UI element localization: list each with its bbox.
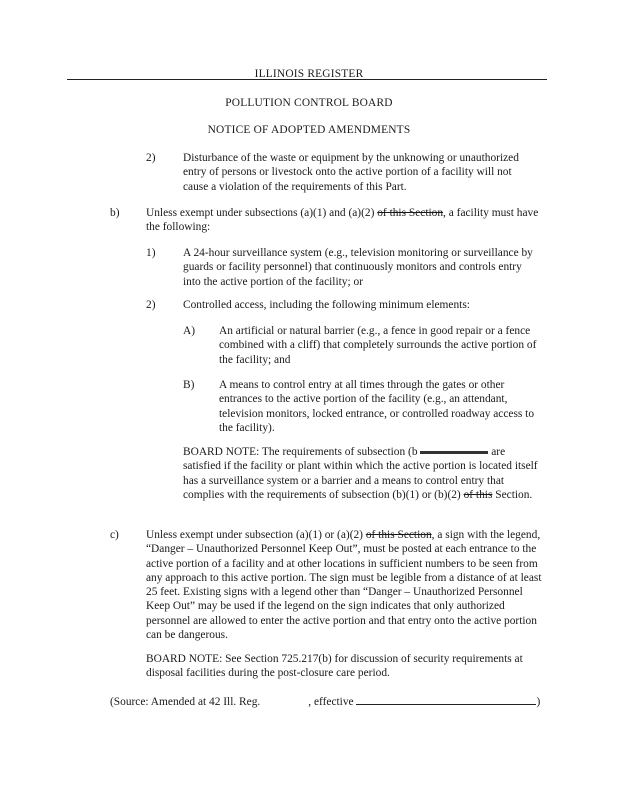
item-number: 2) [146, 299, 156, 311]
paragraph-b2: Controlled access, including the following minimum elements: [183, 299, 470, 311]
paragraph-c [146, 528, 542, 642]
paragraph-b2b: A means to control entry at all times through the gates or other entrances to the active portion of the facility (e.g., an attendant, television monitors, locked entrance, or controlled roadway access to the facility). [219, 379, 535, 434]
source-line [110, 693, 550, 709]
text: Section. [495, 488, 533, 501]
item-number: c) [110, 529, 119, 541]
board-note-b [183, 445, 541, 502]
item-number: A) [183, 325, 196, 337]
text: , effective [308, 696, 354, 708]
redaction-mark [420, 451, 488, 454]
text: Unless exempt under subsection (a)(1) or (a)(2) [146, 529, 363, 541]
struck-text: of this Section [377, 207, 444, 219]
register-title: ILLINOIS REGISTER [254, 68, 364, 80]
item-number: B) [183, 379, 195, 391]
item-number: 2) [146, 152, 156, 164]
notice-title: NOTICE OF ADOPTED AMENDMENTS [207, 124, 411, 136]
item-number: b) [110, 207, 120, 219]
text: , a facility must have the following: [146, 207, 539, 234]
text: ) [536, 696, 541, 708]
board-note-c: BOARD NOTE: See Section 725.217(b) for discussion of security requirements at disposal facilities during the post-closure care period. [146, 653, 523, 680]
text: (Source: Amended at 42 Ill. Reg. [110, 696, 261, 708]
item-number: 1) [146, 247, 156, 259]
paragraph-b2a: An artificial or natural barrier (e.g., a fence in good repair or a fence combined with a cliff) that completely surrounds the active portion of the facility; and [219, 325, 537, 366]
text: , a sign with the legend, “Danger – Unauthorized Personnel Keep Out”, must be posted at each entrance to the active portion of a facility and at other locations in sufficient numbers to be seen from any approach to this active portion. The sign must be legible from a distance of at least 25 feet. Existing signs with a legend other than “Danger – Unauthorized Personnel Keep Out” may be used if the legend on the sign indicates that only authorized personnel are allowed to enter the active portion and that entry onto the active portion can be dangerous. [146, 529, 542, 642]
paragraph-b1: A 24-hour surveillance system (e.g., television monitoring or surveillance by guards or facility personnel) that continuously monitors and controls entry into the active portion of the facility; or [183, 247, 533, 288]
struck-text: of this [463, 488, 493, 501]
board-title: POLLUTION CONTROL BOARD [225, 97, 393, 109]
text: are satisfied if the facility or plant within which the active portion is located itself has a surveillance system or a barrier and a means to control entry that complies with the requirements of subsection (b)(1) or (b)(2) [183, 446, 538, 501]
paragraph-a2: Disturbance of the waste or equipment by the unknowing or unauthorized entry of persons or livestock onto the active portion of a facility will not cause a violation of the requirements of this Part. [183, 152, 519, 193]
effective-date-blank [356, 693, 536, 705]
text: BOARD NOTE: The requirements of subsection (b [183, 446, 418, 458]
text: Unless exempt under subsections (a)(1) and (a)(2) [146, 207, 375, 219]
paragraph-b [146, 206, 540, 235]
struck-text: of this Section [365, 529, 432, 541]
